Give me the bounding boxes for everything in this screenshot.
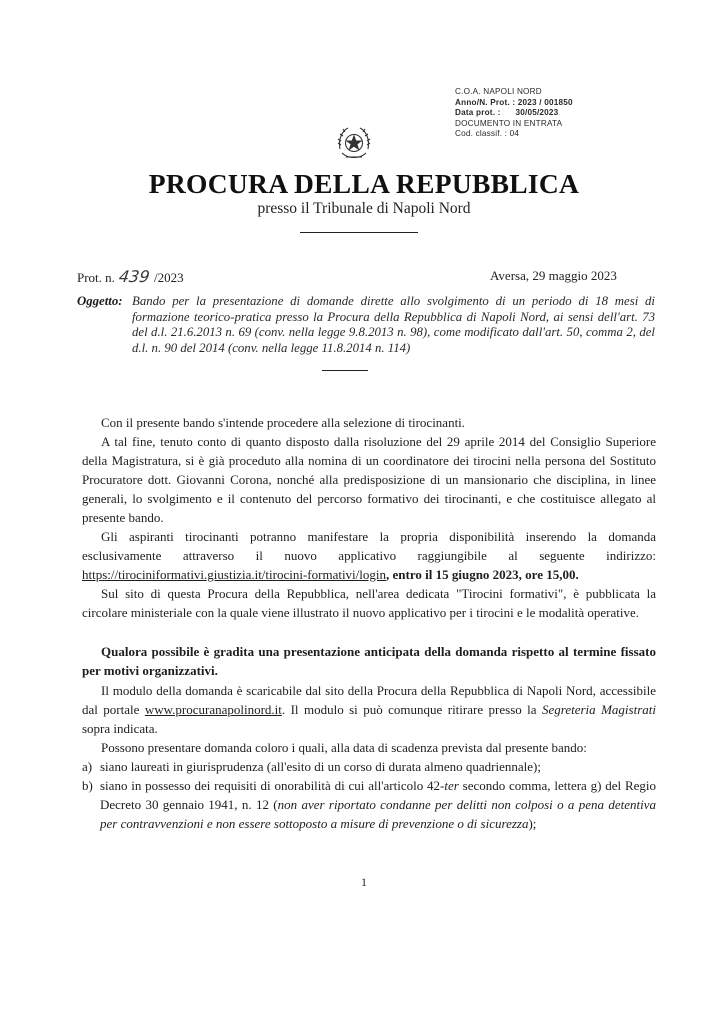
list-item — [82, 777, 656, 834]
paragraph-application — [82, 528, 656, 585]
application-text: Gli aspiranti tirocinanti potranno manifestare la propria disponibilità inserendo la domanda esclusivamente attraverso il nuovo applicativo raggiungibile al seguente indirizzo: — [82, 529, 656, 563]
paragraph-early-submission: Qualora possibile è gradita una presentazione anticipata della domanda rispetto al termine fissato per motivi organizzativi. — [82, 644, 656, 678]
office-subtitle: presso il Tribunale di Napoli Nord — [257, 200, 471, 217]
paragraph-coordinator: A tal fine, tenuto conto di quanto disposto dalla risoluzione del 29 aprile 2014 del Consiglio Superiore della Magistratura, si è già proceduto alla nomina di un coordinatore dei tirocini nella persona del Sostituto Procuratore dott. Giovanni Corona, nonché alla predisposizione di un mansionario che disciplina, in linee generali, lo svolgimento e il contenuto del percorso formativo dei tirocinanti, e che costituisce allegato al presente bando. — [82, 434, 656, 525]
protocol-year: /2023 — [153, 270, 184, 285]
form-text-2: . Il modulo si può comunque ritirare presso la — [281, 701, 537, 717]
item-b-text-end: ); — [528, 815, 537, 831]
list-item — [82, 758, 656, 777]
subject-divider — [322, 370, 368, 371]
protocol-number — [77, 267, 184, 286]
italian-republic-emblem-icon — [334, 123, 374, 165]
list-item-text: siano laureati in giurisprudenza (all'esito di un corso di durata almeno quadriennale); — [100, 759, 541, 774]
website-link[interactable]: www.procuranapolinord.it — [144, 701, 282, 717]
application-deadline: , entro il 15 giugno 2023, ore 15,00. — [386, 566, 579, 582]
paragraph-eligibility: Possono presentare domanda coloro i quali, alla data di scadenza prevista dal presente bando: — [101, 740, 587, 755]
header-divider — [300, 232, 418, 233]
paragraph-intro: Con il presente bando s'intende procedere alla selezione di tirocinanti. — [101, 415, 466, 430]
page-number: 1 — [361, 875, 367, 889]
list-marker: b) — [82, 778, 93, 793]
form-text-3: sopra indicata. — [82, 720, 158, 736]
subject-text: Bando per la presentazione di domande dirette allo svolgimento di un periodo di 18 mesi di formazione teorico-pratica presso la Procura della Repubblica di Napoli Nord, ai sensi dell'art. 73 del d.l. 21.6.2013 n. 69 (conv. nella legge 9.8.2013 n. 98), come modificato dall'art. 50, comma 2, del d.l. n. 90 del 2014 (conv. nella legge 11.8.2014 n. 114) — [132, 294, 655, 355]
application-portal-link[interactable]: https://tirociniformativi.giustizia.it/tirocini-formativi/login — [82, 566, 387, 582]
stamp-line-office: C.O.A. NAPOLI NORD — [455, 87, 542, 96]
list-item-text — [82, 777, 656, 834]
list-marker: a) — [82, 759, 93, 774]
item-b-text-1: siano in possesso dei requisiti di onorabilità di cui all'articolo 42- — [100, 778, 445, 793]
place-date: Aversa, 29 maggio 2023 — [490, 268, 617, 283]
form-text: Il modulo della domanda è scaricabile dal sito della Procura della Repubblica di Napoli Nord, accessibile dal portale — [82, 683, 656, 717]
office-title: PROCURA DELLA REPUBBLICA — [148, 168, 580, 199]
paragraph-website: Sul sito di questa Procura della Repubblica, nell'area dedicata "Tirocini formativi", è pubblicata la circolare ministeriale con la quale viene illustrato il nuovo applicativo per i tirocini e le modalità operative. — [82, 586, 656, 620]
paragraph-form — [82, 682, 656, 739]
protocol-prefix: Prot. n. — [77, 270, 115, 285]
stamp-line-protocol: Anno/N. Prot. : 2023 / 001850 — [455, 97, 573, 107]
protocol-stamp — [455, 87, 615, 140]
subject-label: Oggetto: — [77, 294, 123, 308]
item-b-text-italic: non aver riportato condanne per delitti non colposi o a pena detentiva per contravvenzioni e non essere sottoposto a misure di prevenzione o di sicurezza — [100, 796, 656, 831]
stamp-line-type: DOCUMENTO IN ENTRATA — [455, 118, 563, 128]
protocol-handwritten-number: 439 — [117, 267, 152, 286]
form-office: Segreteria Magistrati — [542, 701, 656, 717]
item-b-ter: ter — [444, 778, 459, 793]
item-b-text-2: secondo comma, lettera g) del Regio Decreto 30 gennaio 1941, n. 12 ( — [100, 778, 656, 812]
stamp-line-class: Cod. classif. : 04 — [455, 129, 520, 139]
stamp-line-date: Data prot. : 30/05/2023 — [455, 108, 559, 118]
